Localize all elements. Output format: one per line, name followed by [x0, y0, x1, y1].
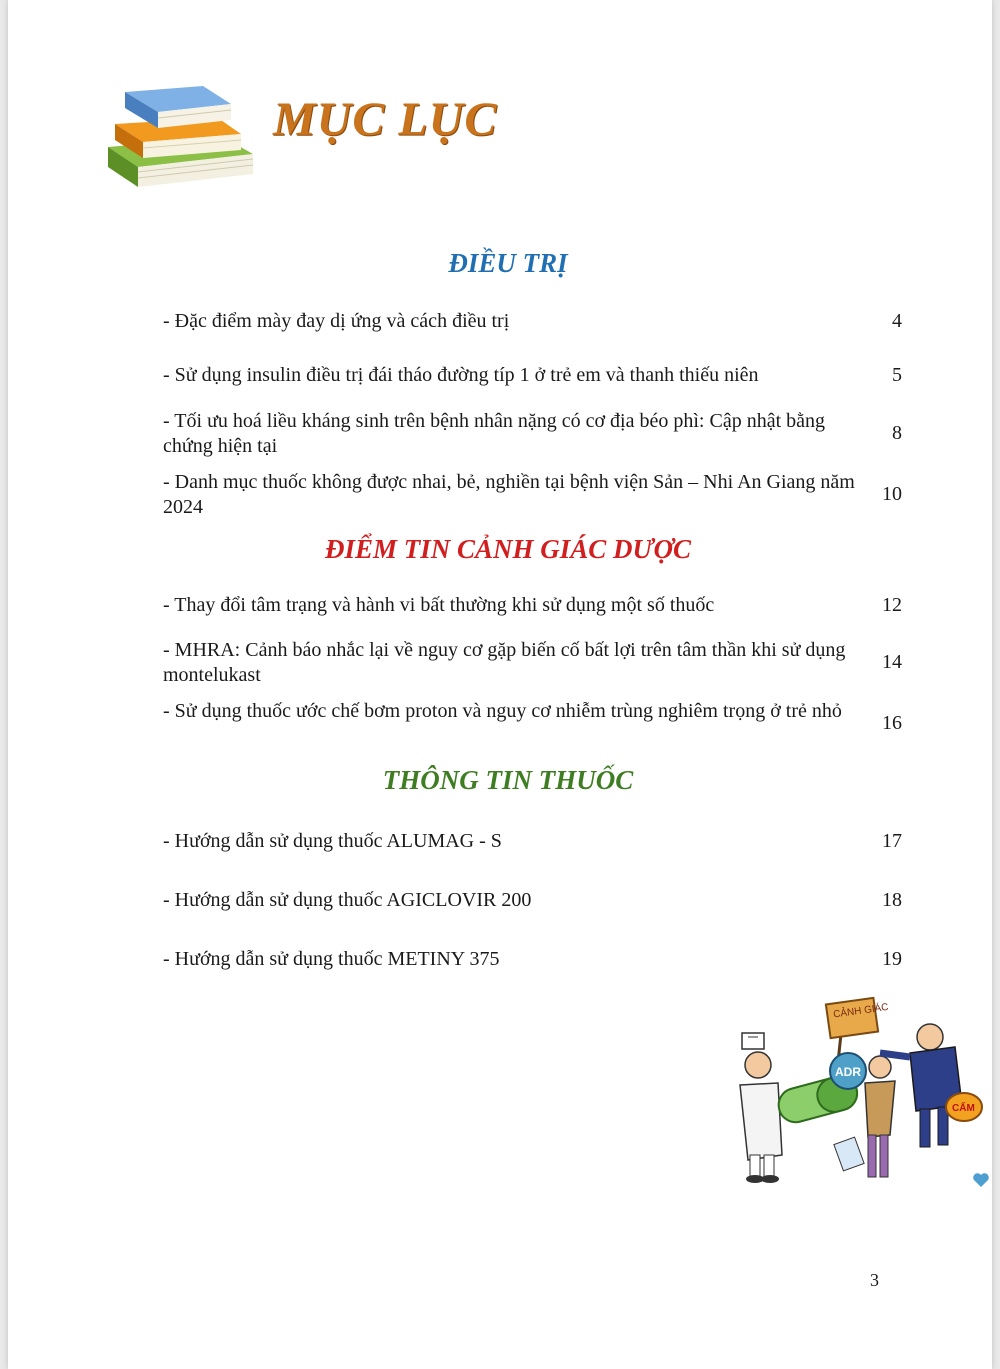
toc-entry[interactable]: - Thay đổi tâm trạng và hành vi bất thường khi sử dụng một số thuốc: [163, 594, 715, 616]
toc-page-number: 18: [882, 889, 902, 911]
heart-icon: [972, 1172, 990, 1188]
section-title-dieu-tri: ĐIỀU TRỊ: [448, 248, 568, 278]
toc-page-number: 10: [882, 483, 902, 505]
section-title-thong-tin-thuoc: THÔNG TIN THUỐC: [382, 765, 634, 795]
toc-entry[interactable]: - Danh mục thuốc không được nhai, bẻ, nghiền tại bệnh viện Sản – Nhi An Giang năm 2024: [163, 471, 855, 518]
toc-page-number: 14: [882, 651, 902, 673]
toc-page-number: 5: [892, 364, 902, 386]
toc-entry[interactable]: - Sử dụng thuốc ước chế bơm proton và nguy cơ nhiễm trùng nghiêm trọng ở trẻ nhỏ: [163, 700, 842, 722]
toc-page-number: 19: [882, 948, 902, 970]
toc-entry[interactable]: - Hướng dẫn sử dụng thuốc METINY 375: [163, 948, 500, 970]
toc-entry[interactable]: - Hướng dẫn sử dụng thuốc ALUMAG - S: [163, 830, 502, 852]
books-stack-icon: [103, 82, 258, 197]
toc-page-number: 12: [882, 594, 902, 616]
document-page: [8, 0, 992, 1369]
toc-page-number: 8: [892, 422, 902, 444]
toc-entry[interactable]: - Tối ưu hoá liều kháng sinh trên bệnh nhân nặng có cơ địa béo phì: Cập nhật bằng chứng hiện tại: [163, 410, 826, 457]
page-title: MỤC LỤC: [273, 93, 498, 146]
toc-page-number: 4: [892, 310, 902, 332]
toc-entry[interactable]: - Hướng dẫn sử dụng thuốc AGICLOVIR 200: [163, 889, 532, 911]
sign-text-line1: CẢNH GIÁC: [832, 1001, 890, 1021]
toc-page-number: 16: [882, 712, 902, 734]
page-number: 3: [870, 1270, 879, 1290]
section-title-canh-giac-duoc: ĐIỂM TIN CẢNH GIÁC DƯỢC: [325, 534, 691, 564]
toc-entry[interactable]: - Đặc điểm mày đay dị ứng và cách điều trị: [163, 310, 510, 332]
adr-label: ADR: [835, 1065, 861, 1079]
bag-label: CẤM: [952, 1103, 975, 1114]
toc-entry[interactable]: - Sử dụng insulin điều trị đái tháo đường típ 1 ở trẻ em và thanh thiếu niên: [163, 364, 759, 386]
toc-entry[interactable]: - MHRA: Cảnh báo nhắc lại về nguy cơ gặp biến cố bất lợi trên tâm thần khi sử dụng montelukast: [163, 639, 846, 686]
pharmacovigilance-cartoon: [730, 995, 988, 1195]
toc-page-number: 17: [882, 830, 902, 852]
